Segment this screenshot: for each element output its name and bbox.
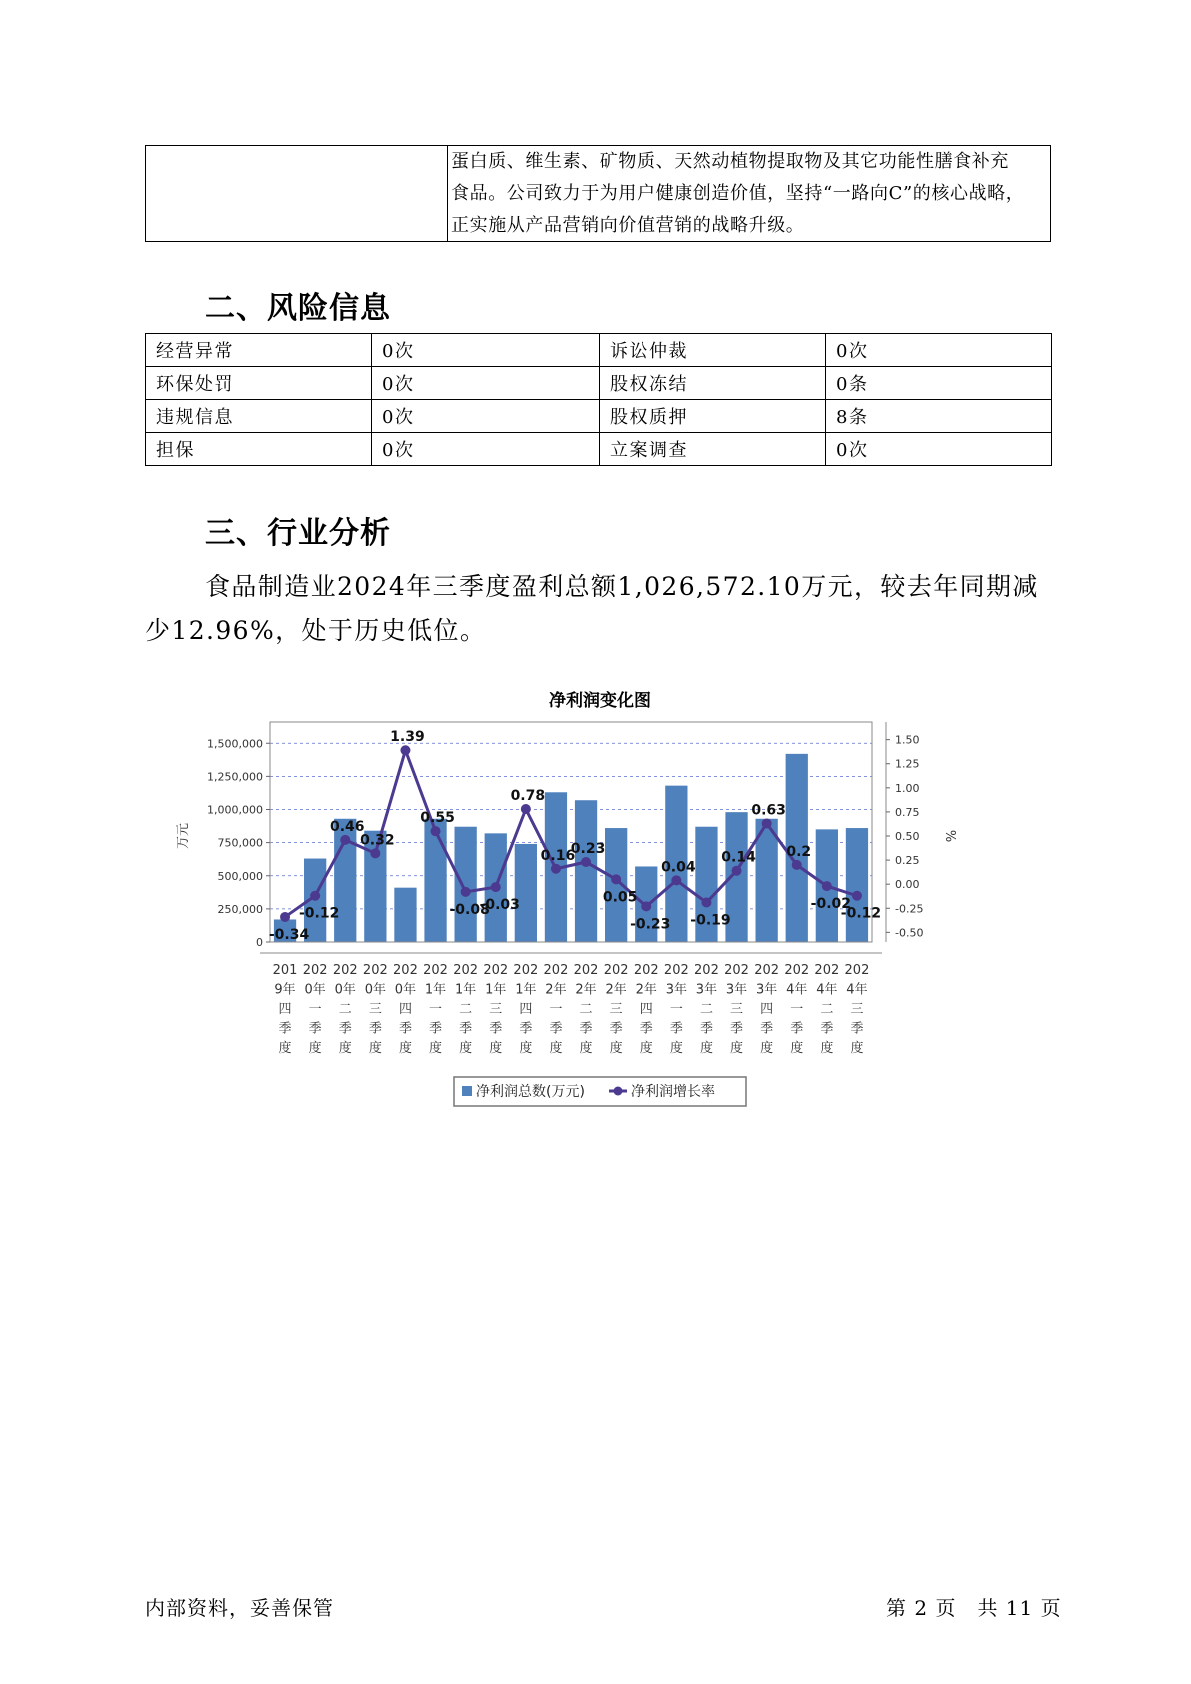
legend-label-bar: 净利润总数(万元) [476, 1084, 585, 1100]
data-label: -0.34 [268, 926, 310, 943]
x-tick-label: 度 [609, 1041, 623, 1056]
data-label: 0.05 [602, 889, 638, 906]
risk-label: 股权质押 [600, 400, 826, 433]
x-tick-label: 季 [368, 1021, 382, 1037]
risk-label: 经营异常 [146, 334, 372, 367]
data-label: -0.23 [630, 916, 671, 933]
x-tick-label: 二 [579, 1002, 593, 1017]
section-title-industry: 三、行业分析 [205, 516, 391, 551]
x-tick-label: 202 [754, 963, 780, 978]
x-tick-label: 季 [669, 1021, 683, 1037]
intro-content-cell [448, 146, 1050, 241]
x-tick-label: 202 [784, 963, 810, 978]
chart-title: 净利润变化图 [549, 691, 651, 711]
data-label: 0.78 [510, 788, 546, 805]
data-label: 0.55 [420, 810, 455, 827]
right-tick-label: 0.25 [895, 854, 920, 868]
data-label: 0.2 [786, 843, 812, 860]
growth-point [701, 897, 711, 907]
x-tick-label: 三 [850, 1002, 864, 1017]
growth-point [822, 881, 832, 891]
data-label: 0.16 [540, 847, 576, 864]
x-tick-label: 度 [790, 1041, 804, 1056]
bar [455, 827, 477, 942]
left-tick-label: 1,250,000 [207, 770, 263, 784]
x-tick-label: 季 [790, 1021, 804, 1037]
risk-label: 股权冻结 [600, 367, 826, 400]
x-tick-label: 二 [820, 1002, 834, 1017]
risk-label: 立案调查 [600, 433, 826, 466]
x-tick-label: 1年 [485, 982, 507, 998]
x-tick-label: 202 [332, 963, 358, 978]
data-label: 0.14 [721, 849, 756, 866]
risk-label: 环保处罚 [146, 367, 372, 400]
right-tick-label: 0.00 [895, 878, 920, 892]
left-tick-label: 1,500,000 [207, 737, 263, 751]
x-tick-label: 四 [398, 1002, 412, 1017]
x-tick-label: 202 [814, 963, 840, 978]
legend-swatch-bar [462, 1086, 472, 1096]
x-tick-label: 二 [459, 1002, 473, 1017]
x-tick-label: 202 [302, 963, 328, 978]
right-tick-label: 1.25 [895, 757, 920, 771]
x-tick-label: 202 [663, 963, 689, 978]
risk-value: 0次 [372, 433, 600, 466]
x-tick-label: 201 [272, 963, 298, 978]
risk-info-table [145, 333, 1052, 466]
x-tick-label: 季 [760, 1021, 774, 1037]
growth-point [491, 882, 501, 892]
risk-value: 0次 [826, 334, 1052, 367]
left-tick-label: 250,000 [217, 902, 263, 916]
x-tick-label: 202 [362, 963, 388, 978]
right-tick-label: -0.25 [895, 902, 924, 916]
table-row [146, 334, 1052, 367]
bar [515, 844, 537, 942]
x-tick-label: 1年 [515, 982, 537, 998]
risk-value: 0次 [826, 433, 1052, 466]
x-tick-label: 季 [308, 1021, 322, 1037]
x-tick-label: 季 [519, 1021, 533, 1037]
right-tick-label: 1.00 [895, 781, 920, 795]
x-tick-label: 度 [549, 1041, 563, 1056]
right-axis-title: % [942, 829, 957, 843]
data-label: -0.02 [810, 896, 852, 913]
x-tick-label: 季 [820, 1021, 834, 1037]
industry-paragraph-line-2: 少12.96%，处于历史低位。 [145, 616, 487, 645]
x-tick-label: 2年 [545, 982, 567, 998]
risk-label: 违规信息 [146, 400, 372, 433]
x-tick-label: 四 [760, 1002, 774, 1017]
x-tick-label: 3年 [756, 982, 778, 998]
x-tick-label: 202 [603, 963, 629, 978]
data-label: -0.08 [449, 901, 490, 918]
x-tick-label: 一 [549, 1002, 563, 1017]
x-tick-label: 9年 [274, 982, 296, 998]
x-tick-label: 0年 [334, 982, 356, 998]
right-tick-label: 0.75 [895, 805, 920, 819]
bar [575, 800, 597, 942]
x-tick-label: 度 [699, 1041, 713, 1056]
data-label: 0.04 [661, 859, 696, 876]
x-tick-label: 季 [459, 1021, 473, 1037]
x-tick-label: 度 [519, 1041, 533, 1056]
x-tick-label: 三 [609, 1002, 623, 1017]
legend [454, 1077, 746, 1106]
x-tick-label: 1年 [424, 982, 447, 998]
x-tick-label: 202 [453, 963, 479, 978]
x-tick-label: 202 [694, 963, 719, 978]
x-tick-label: 度 [639, 1041, 653, 1056]
x-tick-label: 3年 [725, 982, 748, 998]
x-tick-label: 度 [308, 1041, 322, 1056]
footer-confidential: 内部资料，妥善保管 [145, 1596, 334, 1620]
x-tick-label: 度 [338, 1041, 352, 1056]
growth-point [310, 891, 320, 901]
bar [394, 888, 416, 942]
growth-point [792, 860, 802, 870]
x-tick-label: 度 [429, 1041, 443, 1056]
intro-label-cell [146, 146, 448, 241]
x-tick-label: 度 [489, 1041, 503, 1056]
risk-label: 诉讼仲裁 [600, 334, 826, 367]
x-tick-label: 202 [844, 963, 870, 978]
footer-page-number: 第 2 页 共 11 页 [886, 1596, 1062, 1620]
legend-label-line: 净利润增长率 [631, 1084, 715, 1100]
left-tick-label: 1,000,000 [207, 803, 263, 817]
x-tick-label: 0年 [364, 982, 386, 998]
legend-swatch-dot [614, 1087, 623, 1096]
x-tick-label: 4年 [786, 982, 808, 998]
x-tick-label: 四 [519, 1002, 533, 1017]
x-tick-label: 度 [760, 1041, 774, 1056]
section-title-risk: 二、风险信息 [205, 291, 391, 326]
x-tick-labels [273, 963, 870, 1056]
risk-label: 担保 [146, 433, 372, 466]
x-tick-label: 度 [368, 1041, 382, 1056]
x-tick-label: 2年 [635, 982, 657, 998]
x-tick-label: 一 [429, 1002, 443, 1017]
x-tick-label: 四 [639, 1002, 653, 1017]
x-tick-label: 季 [850, 1021, 864, 1037]
x-tick-label: 季 [338, 1021, 352, 1037]
x-tick-label: 4年 [846, 982, 868, 998]
left-tick-label: 500,000 [217, 869, 263, 883]
data-label: 0.32 [360, 832, 395, 849]
x-tick-label: 202 [423, 963, 448, 978]
x-tick-label: 202 [724, 963, 749, 978]
bar [846, 828, 868, 942]
growth-point [641, 901, 651, 911]
data-label: 0.46 [329, 818, 365, 835]
data-label: 1.39 [390, 729, 425, 746]
company-intro-table [145, 145, 1051, 242]
right-tick-label: 1.50 [895, 733, 920, 747]
x-tick-label: 季 [398, 1021, 412, 1037]
industry-paragraph-line-1: 食品制造业2024年三季度盈利总额1,026,572.10万元，较去年同期减 [205, 572, 1039, 601]
bar [424, 819, 446, 942]
x-tick-label: 二 [699, 1002, 713, 1017]
x-tick-label: 度 [669, 1041, 683, 1056]
left-tick-label: 750,000 [217, 836, 263, 850]
x-tick-label: 季 [429, 1021, 443, 1037]
growth-point [340, 835, 350, 845]
x-tick-label: 度 [398, 1041, 412, 1056]
data-label: -0.12 [840, 905, 882, 922]
data-label: -0.03 [479, 897, 520, 914]
table-row [146, 433, 1052, 466]
left-axis-title: 万元 [176, 822, 191, 850]
risk-value: 0次 [372, 400, 600, 433]
growth-point [762, 818, 772, 828]
intro-line-2: 食品。公司致力于为用户健康创造价值，坚持“一路向C”的核心战略， [451, 183, 1025, 204]
x-tick-label: 202 [633, 963, 659, 978]
x-tick-label: 季 [549, 1021, 563, 1037]
x-tick-label: 202 [543, 963, 569, 978]
x-tick-label: 三 [730, 1002, 744, 1017]
growth-point [461, 887, 471, 897]
x-tick-label: 季 [579, 1021, 593, 1037]
x-tick-label: 3年 [695, 982, 718, 998]
x-tick-label: 202 [393, 963, 418, 978]
x-tick-label: 2年 [605, 982, 627, 998]
x-tick-label: 季 [699, 1021, 713, 1037]
left-tick-label: 0 [256, 936, 263, 949]
x-tick-label: 度 [850, 1041, 864, 1056]
x-tick-label: 季 [730, 1021, 744, 1037]
growth-point [852, 891, 862, 901]
x-tick-label: 季 [609, 1021, 623, 1037]
x-tick-label: 三 [368, 1002, 382, 1017]
x-tick-label: 4年 [816, 982, 838, 998]
growth-point [671, 875, 681, 885]
right-tick-label: 0.50 [895, 830, 920, 843]
growth-point [400, 745, 410, 755]
table-row [146, 400, 1052, 433]
x-tick-label: 2年 [575, 982, 597, 998]
x-tick-label: 3年 [665, 982, 687, 998]
x-tick-label: 四 [278, 1002, 292, 1017]
x-tick-label: 度 [730, 1041, 744, 1056]
risk-value: 8条 [826, 400, 1052, 433]
x-tick-label: 三 [489, 1002, 503, 1017]
table-row [146, 367, 1052, 400]
x-tick-label: 度 [278, 1041, 292, 1056]
net-profit-chart [160, 680, 1020, 1140]
x-tick-label: 0年 [394, 982, 417, 998]
growth-point [521, 804, 531, 814]
risk-value: 0次 [372, 334, 600, 367]
growth-point [581, 857, 591, 867]
x-tick-label: 202 [513, 963, 539, 978]
x-tick-label: 1年 [455, 982, 477, 998]
growth-point [732, 866, 742, 876]
risk-value: 0条 [826, 367, 1052, 400]
x-tick-label: 度 [820, 1041, 834, 1056]
data-label: 0.23 [570, 841, 606, 858]
right-tick-label: -0.50 [895, 926, 924, 940]
growth-point [280, 912, 290, 922]
x-tick-label: 一 [308, 1002, 322, 1017]
x-tick-label: 季 [489, 1021, 503, 1037]
x-tick-label: 度 [459, 1041, 473, 1056]
x-tick-label: 季 [278, 1021, 292, 1037]
x-tick-label: 度 [579, 1041, 593, 1056]
growth-point [370, 848, 380, 858]
data-label: -0.19 [690, 912, 731, 929]
x-tick-label: 202 [483, 963, 509, 978]
x-tick-label: 二 [338, 1002, 352, 1017]
risk-value: 0次 [372, 367, 600, 400]
x-tick-label: 202 [573, 963, 599, 978]
x-tick-label: 0年 [304, 982, 326, 998]
x-tick-label: 一 [790, 1002, 804, 1017]
data-label: 0.63 [751, 802, 786, 819]
x-tick-label: 季 [639, 1021, 653, 1037]
intro-line-1: 蛋白质、维生素、矿物质、天然动植物提取物及其它功能性膳食补充 [451, 151, 1009, 172]
data-label: -0.12 [298, 905, 340, 922]
intro-line-3: 正实施从产品营销向价值营销的战略升级。 [451, 215, 805, 236]
growth-point [611, 874, 621, 884]
growth-point [431, 826, 441, 836]
growth-point [551, 864, 561, 874]
x-tick-label: 一 [669, 1002, 683, 1017]
